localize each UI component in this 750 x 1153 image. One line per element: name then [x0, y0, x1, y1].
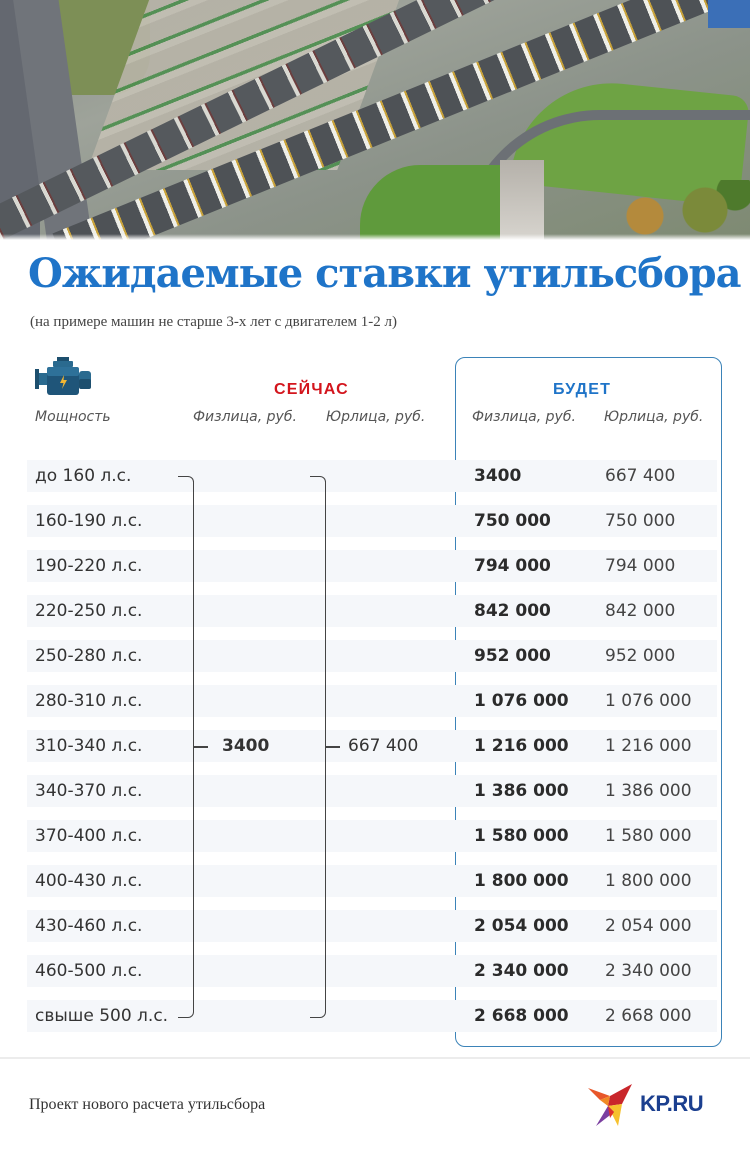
- future-fiz-value: 1 580 000: [474, 826, 569, 846]
- page-title: Ожидаемые ставки утильсбора: [28, 250, 741, 297]
- power-column-header: Мощность: [35, 409, 111, 425]
- power-range: 160-190 л.с.: [35, 511, 143, 531]
- power-range: 340-370 л.с.: [35, 781, 143, 801]
- power-range: 310-340 л.с.: [35, 736, 143, 756]
- future-fiz-value: 750 000: [474, 511, 551, 531]
- future-jur-value: 1 076 000: [605, 691, 692, 711]
- future-jur-value: 1 386 000: [605, 781, 692, 801]
- future-jur-value: 952 000: [605, 646, 676, 666]
- table-row: [27, 595, 717, 627]
- table-row: [27, 775, 717, 807]
- table-row: [27, 505, 717, 537]
- now-jur-column-header: Юрлица, руб.: [326, 409, 426, 425]
- table-row: [27, 1000, 717, 1032]
- now-jur-value: 667 400: [348, 736, 419, 756]
- future-jur-value: 2 054 000: [605, 916, 692, 936]
- swallow-bird-icon: [588, 1082, 636, 1130]
- now-fiz-value: 3400: [222, 736, 270, 756]
- future-fiz-value: 952 000: [474, 646, 551, 666]
- future-jur-value: 2 668 000: [605, 1006, 692, 1026]
- future-jur-value: 1 580 000: [605, 826, 692, 846]
- power-range: 250-280 л.с.: [35, 646, 143, 666]
- now-fiz-bracket-tick: [194, 746, 208, 748]
- power-range: 190-220 л.с.: [35, 556, 143, 576]
- future-jur-value: 1 216 000: [605, 736, 692, 756]
- future-fiz-value: 3400: [474, 466, 522, 486]
- power-range: до 160 л.с.: [35, 466, 132, 486]
- engine-icon: [35, 357, 93, 397]
- table-row: [27, 955, 717, 987]
- power-range: 400-430 л.с.: [35, 871, 143, 891]
- now-heading: СЕЙЧАС: [274, 381, 349, 398]
- power-range: 220-250 л.с.: [35, 601, 143, 621]
- power-range: свыше 500 л.с.: [35, 1006, 169, 1026]
- now-jur-bracket: [310, 476, 326, 1018]
- future-jur-value: 2 340 000: [605, 961, 692, 981]
- now-fiz-column-header: Физлица, руб.: [193, 409, 297, 425]
- future-fiz-value: 2 668 000: [474, 1006, 569, 1026]
- future-fiz-value: 842 000: [474, 601, 551, 621]
- future-jur-value: 794 000: [605, 556, 676, 576]
- future-jur-value: 667 400: [605, 466, 676, 486]
- future-jur-value: 1 800 000: [605, 871, 692, 891]
- table-row: [27, 820, 717, 852]
- table-row: [27, 865, 717, 897]
- future-fiz-value: 2 340 000: [474, 961, 569, 981]
- power-range: 460-500 л.с.: [35, 961, 143, 981]
- future-fiz-value: 1 216 000: [474, 736, 569, 756]
- future-fiz-value: 1 386 000: [474, 781, 569, 801]
- now-jur-bracket-tick: [326, 746, 340, 748]
- power-range: 370-400 л.с.: [35, 826, 143, 846]
- future-jur-value: 750 000: [605, 511, 676, 531]
- future-jur-value: 842 000: [605, 601, 676, 621]
- table-row: [27, 685, 717, 717]
- future-fiz-value: 1 076 000: [474, 691, 569, 711]
- future-fiz-value: 2 054 000: [474, 916, 569, 936]
- page-subtitle: (на примере машин не старше 3-х лет с двигателем 1-2 л): [30, 314, 397, 330]
- table-row: [27, 460, 717, 492]
- table-row: [27, 550, 717, 582]
- kp-ru-logo[interactable]: [588, 1082, 728, 1130]
- future-fiz-value: 794 000: [474, 556, 551, 576]
- future-fiz-column-header: Физлица, руб.: [472, 409, 576, 425]
- table-row: [27, 910, 717, 942]
- now-fiz-bracket: [178, 476, 194, 1018]
- power-range: 430-460 л.с.: [35, 916, 143, 936]
- future-fiz-value: 1 800 000: [474, 871, 569, 891]
- power-range: 280-310 л.с.: [35, 691, 143, 711]
- future-jur-column-header: Юрлица, руб.: [604, 409, 704, 425]
- logo-text: KP.RU: [640, 1091, 704, 1116]
- footer-divider: [0, 1057, 750, 1059]
- table-row: [27, 640, 717, 672]
- future-heading: БУДЕТ: [553, 381, 612, 398]
- footer-note: Проект нового расчета утильсбора: [29, 1096, 266, 1113]
- hero-photo: [0, 0, 750, 240]
